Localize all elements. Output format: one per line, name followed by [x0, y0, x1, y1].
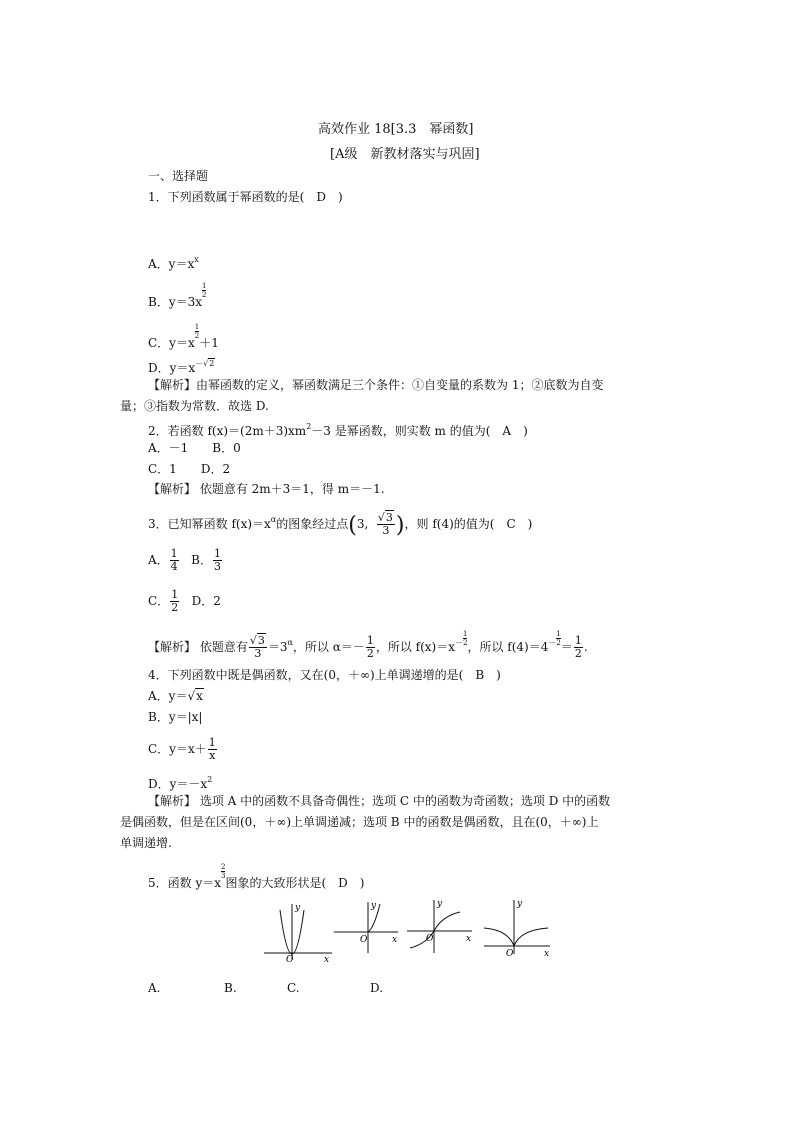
q5-option-b-label: B.: [224, 981, 237, 995]
q4-option-b: B．y＝|x|: [148, 710, 203, 724]
q4-analysis-line2: 是偶函数，但是在区间(0，＋∞)上单调递减；选项 B 中的函数是偶函数，且在(0，＋∞)上: [120, 815, 599, 829]
q4-analysis-line3: 单调递增.: [120, 836, 172, 850]
page-subtitle: [A级 新教材落实与巩固]: [330, 147, 480, 162]
q1-option-a: A．$y=x^x$: [148, 255, 199, 271]
exponent-fraction: $\frac{1}{2}$: [194, 323, 200, 340]
q5-graph-options: [262, 898, 562, 968]
graph-a-origin: O: [286, 955, 294, 965]
q4-stem: 4．下列函数中既是偶函数，又在(0，＋∞)上单调递增的是( B ): [148, 668, 501, 682]
q3-stem: 3．已知幂函数 $f(x)=x^\alpha$的图象经过点(3, $\frac{√3}{3}$ )，则 f(4)的值为( C ): [148, 511, 533, 538]
graph-b: [334, 902, 398, 953]
q5-option-c-label: C.: [287, 981, 300, 995]
q1-stem: 1．下列函数属于幂函数的是( D ): [148, 190, 343, 204]
q5-option-d-label: D.: [370, 981, 384, 995]
svg-text:x: x: [544, 949, 550, 959]
q2-options-cd: C．1 D．2: [148, 462, 231, 476]
q2-stem: 2．若函数 $f(x)=(2m+3)xm^2-3$ 是幂函数，则实数 m 的值为( A ): [148, 422, 528, 438]
point-y-fraction: $\frac{√3}{3}$: [377, 511, 393, 537]
svg-text:y: y: [371, 901, 377, 911]
q5-stem: 5．函数 y＝x $\frac{2}{3}$ 图象的大致形状是( D ): [148, 863, 365, 890]
svg-text:y: y: [437, 899, 443, 909]
svg-text:O: O: [360, 935, 368, 945]
svg-text:O: O: [426, 934, 434, 944]
graph-a-x-label: x: [324, 955, 330, 965]
svg-text:O: O: [506, 949, 514, 959]
q4-analysis-line1: 【解析】 选项 A 中的函数不具备奇偶性；选项 C 中的函数为奇函数；选项 D 中的函数: [148, 794, 611, 808]
q3-options-ab: A． $\frac{1}{4}$ B． $\frac{1}{3}$: [148, 547, 221, 573]
q1-analysis-line1: 【解析】由幂函数的定义，幂函数满足三个条件：①自变量的系数为 1；②底数为自变: [148, 378, 604, 392]
q2-analysis: 【解析】 依题意有 2m＋3＝1，得 m＝－1.: [148, 482, 385, 496]
q2-options-ab: A．－1 B．0: [148, 441, 241, 455]
q1-option-c: C．y＝x $\frac{1}{2}$ ＋1: [148, 323, 219, 350]
q3-options-cd: C． $\frac{1}{2}$ D．2: [148, 588, 221, 614]
page-title: 高效作业 18[3.3 幂函数]: [318, 122, 474, 137]
q3-analysis: 【解析】 依题意有 $\frac{√3}{3}$ $=3^\alpha$，所以 α＝－ $\frac{1}{2}$ ，所以 $f(x)=x^{- \frac{1}{2}}$ ，所以 $f(4)=4^{- \frac{1}{2}}$ ＝ $\frac{1}{2}$ .: [148, 630, 588, 660]
q1-option-d: D．$y=x^{-√2}$: [148, 359, 215, 375]
graph-a-y-label: y: [295, 903, 301, 913]
svg-text:x: x: [466, 934, 472, 944]
q1-analysis-line2: 量；③指数为常数．故选 D.: [120, 399, 269, 413]
svg-text:y: y: [517, 899, 523, 909]
q5-option-a-label: A.: [148, 981, 161, 995]
q4-option-a: A．y＝√x: [148, 689, 203, 703]
q4-option-c: C．y＝x＋ $\frac{1}{x}$: [148, 736, 216, 762]
q1-option-b: B．y＝3x $\frac{1}{2}$: [148, 282, 207, 309]
exponent-fraction: $\frac{1}{2}$: [202, 282, 207, 299]
section-heading: 一、选择题: [148, 169, 209, 183]
svg-text:x: x: [392, 935, 398, 945]
q4-option-d: D．$y=-x^2$: [148, 775, 213, 791]
